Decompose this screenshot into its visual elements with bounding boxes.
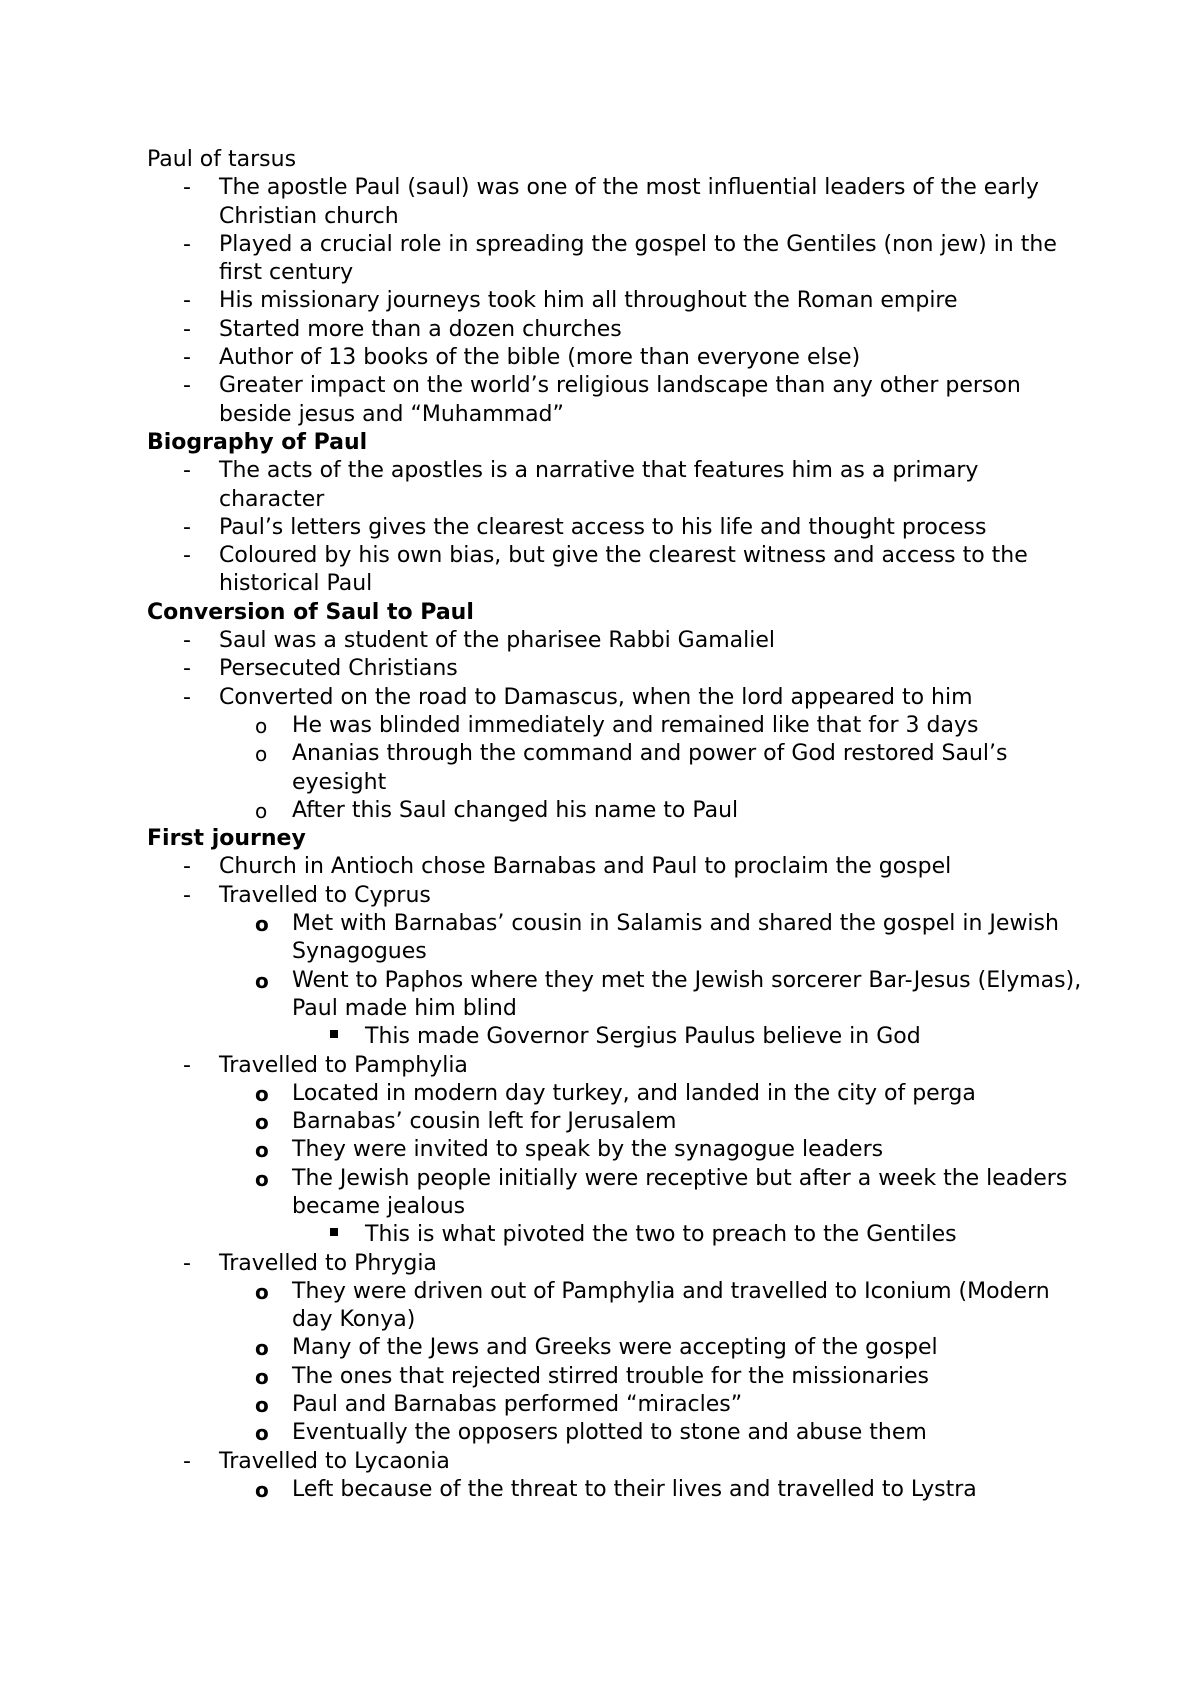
document-title: Paul of tarsus — [147, 147, 297, 172]
dash-bullet-icon — [183, 627, 191, 655]
list-item: o Met with Barnabas’ cousin in Salamis and shared the gospel in Jewish Synagogues — [147, 910, 1087, 967]
document-body — [147, 146, 1087, 1504]
heading-conversion: Conversion of Saul to Paul — [147, 599, 474, 625]
list-item: o Located in modern day turkey, and landed in the city of perga — [147, 1080, 1087, 1108]
dash-bullet-icon — [183, 655, 191, 683]
list-item: - Persecuted Christians — [147, 655, 1087, 683]
dash-bullet-icon — [183, 344, 191, 372]
circle-bullet-icon — [255, 797, 267, 826]
list-item: o Left because of the threat to their lives and travelled to Lystra — [147, 1476, 1087, 1504]
dash-bullet-icon — [183, 684, 191, 712]
list-item: o They were driven out of Pamphylia and travelled to Iconium (Modern day Konya) — [147, 1278, 1087, 1335]
list-item: This is what pivoted the two to preach to the Gentiles — [147, 1221, 1087, 1249]
circle-bullet-icon — [255, 1476, 269, 1505]
list-item: o The ones that rejected stirred trouble for the missionaries — [147, 1363, 1087, 1391]
dash-bullet-icon — [183, 882, 191, 910]
list-item: - Author of 13 books of the bible (more than everyone else) — [147, 344, 1087, 372]
circle-bullet-icon — [255, 1278, 269, 1307]
first-journey-list — [147, 853, 1087, 1504]
circle-bullet-icon — [255, 910, 269, 939]
dash-bullet-icon — [183, 231, 191, 259]
intro-list — [147, 174, 1087, 429]
list-item: - Travelled to Lycaonia — [147, 1448, 1087, 1476]
biography-list — [147, 457, 1087, 598]
list-item: - Greater impact on the world’s religious landscape than any other person beside jesus and “Muhammad” — [147, 372, 1087, 429]
circle-bullet-icon — [255, 1363, 269, 1392]
list-item: o Paul and Barnabas performed “miracles” — [147, 1391, 1087, 1419]
heading-first-journey: First journey — [147, 826, 306, 852]
circle-bullet-icon — [255, 1108, 269, 1137]
dash-bullet-icon — [183, 316, 191, 344]
square-bullet-icon — [330, 1023, 338, 1051]
list-item: - His missionary journeys took him all throughout the Roman empire — [147, 287, 1087, 315]
circle-bullet-icon — [255, 1165, 269, 1194]
dash-bullet-icon — [183, 1052, 191, 1080]
dash-bullet-icon — [183, 542, 191, 570]
list-item: - The apostle Paul (saul) was one of the most influential leaders of the early Christian church — [147, 174, 1087, 231]
list-item: o Eventually the opposers plotted to stone and abuse them — [147, 1419, 1087, 1447]
dash-bullet-icon — [183, 372, 191, 400]
dash-bullet-icon — [183, 174, 191, 202]
list-item: - Coloured by his own bias, but give the clearest witness and access to the historical Paul — [147, 542, 1087, 599]
list-item: - Played a crucial role in spreading the gospel to the Gentiles (non jew) in the first century — [147, 231, 1087, 288]
circle-bullet-icon — [255, 1391, 269, 1420]
dash-bullet-icon — [183, 514, 191, 542]
dash-bullet-icon — [183, 457, 191, 485]
circle-bullet-icon — [255, 712, 267, 741]
list-item: - Travelled to Pamphylia — [147, 1052, 1087, 1080]
dash-bullet-icon — [183, 287, 191, 315]
circle-bullet-icon — [255, 740, 267, 769]
list-item: o The Jewish people initially were receptive but after a week the leaders became jealous — [147, 1165, 1087, 1222]
list-item: o Many of the Jews and Greeks were accepting of the gospel — [147, 1334, 1087, 1362]
circle-bullet-icon — [255, 1334, 269, 1363]
list-item: - Paul’s letters gives the clearest access to his life and thought process — [147, 514, 1087, 542]
dash-bullet-icon — [183, 1250, 191, 1278]
list-item: o Went to Paphos where they met the Jewish sorcerer Bar-Jesus (Elymas), Paul made him blind — [147, 967, 1087, 1024]
list-item: - Converted on the road to Damascus, when the lord appeared to him — [147, 684, 1087, 712]
list-item: - Church in Antioch chose Barnabas and Paul to proclaim the gospel — [147, 853, 1087, 881]
list-item: o After this Saul changed his name to Paul — [147, 797, 1087, 825]
circle-bullet-icon — [255, 1419, 269, 1448]
circle-bullet-icon — [255, 1080, 269, 1109]
list-item: o He was blinded immediately and remained like that for 3 days — [147, 712, 1087, 740]
dash-bullet-icon — [183, 853, 191, 881]
heading-biography: Biography of Paul — [147, 429, 368, 455]
list-item: - Started more than a dozen churches — [147, 316, 1087, 344]
circle-bullet-icon — [255, 967, 269, 996]
list-item: o They were invited to speak by the synagogue leaders — [147, 1136, 1087, 1164]
list-item: - The acts of the apostles is a narrative that features him as a primary character — [147, 457, 1087, 514]
list-item: - Travelled to Cyprus — [147, 882, 1087, 910]
list-item: - Travelled to Phrygia — [147, 1250, 1087, 1278]
list-item: - Saul was a student of the pharisee Rabbi Gamaliel — [147, 627, 1087, 655]
circle-bullet-icon — [255, 1136, 269, 1165]
conversion-list — [147, 627, 1087, 825]
list-item: o Barnabas’ cousin left for Jerusalem — [147, 1108, 1087, 1136]
list-item: This made Governor Sergius Paulus believe in God — [147, 1023, 1087, 1051]
square-bullet-icon — [330, 1221, 338, 1249]
list-item: o Ananias through the command and power of God restored Saul’s eyesight — [147, 740, 1087, 797]
dash-bullet-icon — [183, 1448, 191, 1476]
